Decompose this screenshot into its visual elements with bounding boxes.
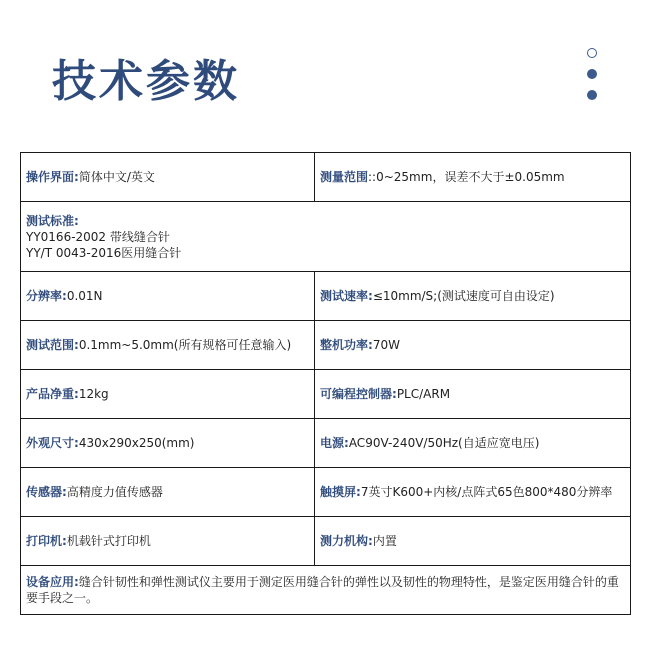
spec-label: 分辨率: (26, 289, 67, 303)
table-row (21, 321, 631, 370)
spec-value: 高精度力值传感器 (66, 485, 163, 499)
spec-value: AC90V-240V/50Hz(自适应宽电压) (348, 436, 540, 450)
spec-value: 内置 (372, 534, 397, 548)
table-row (21, 272, 631, 321)
spec-value: 0.01N (66, 289, 103, 303)
spec-cell (315, 321, 631, 370)
spec-label: 测试范围: (26, 338, 79, 352)
spec-cell (21, 419, 315, 468)
table-row (21, 202, 631, 272)
spec-label: 测力机构: (320, 534, 373, 548)
spec-cell (315, 153, 631, 202)
spec-value: 430x290x250(mm) (78, 436, 195, 450)
spec-cell (21, 272, 315, 321)
spec-label: 传感器: (26, 485, 67, 499)
spec-cell (315, 370, 631, 419)
spec-cell (315, 517, 631, 566)
spec-cell (315, 419, 631, 468)
spec-cell (21, 517, 315, 566)
spec-cell (21, 566, 631, 615)
spec-cell (315, 272, 631, 321)
spec-cell (21, 468, 315, 517)
spec-cell (21, 202, 631, 272)
spec-label: 测试标准: (26, 213, 79, 228)
table-row (21, 566, 631, 615)
spec-value: 机载针式打印机 (66, 534, 151, 548)
spec-cell (315, 468, 631, 517)
spec-label: 测量范围 (320, 170, 369, 184)
decorative-dots (587, 48, 599, 111)
spec-label: 打印机: (26, 534, 67, 548)
page-title: 技术参数 (52, 56, 240, 107)
hollow-dot-icon (587, 48, 597, 58)
spec-value: 70W (372, 338, 400, 352)
spec-label: 测试速率: (320, 289, 373, 303)
spec-label: 电源: (320, 436, 349, 450)
spec-label: 操作界面: (26, 170, 79, 184)
spec-value-line: YY/T 0043-2016医用缝合针 (26, 245, 182, 260)
spec-cell (21, 321, 315, 370)
spec-value-line: YY0166-2002 带线缝合针 (26, 229, 170, 244)
table-row (21, 419, 631, 468)
table-row (21, 468, 631, 517)
table-row (21, 517, 631, 566)
spec-cell (21, 370, 315, 419)
spec-value: PLC/ARM (396, 387, 451, 401)
spec-cell (21, 153, 315, 202)
spec-label: 产品净重: (26, 387, 79, 401)
spec-value: 缝合针韧性和弹性测试仪主要用于测定医用缝合针的弹性以及韧性的物理特性，是鉴定医用缝合针的重要手段之一。 (26, 575, 619, 605)
spec-label: 整机功率: (320, 338, 373, 352)
filled-dot-icon (587, 90, 597, 100)
spec-value: 0.1mm~5.0mm(所有规格可任意输入) (78, 338, 292, 352)
filled-dot-icon (587, 69, 597, 79)
spec-label: 外观尺寸: (26, 436, 79, 450)
spec-value: ::0~25mm，误差不大于±0.05mm (368, 170, 565, 184)
spec-value: ≤10mm/S;(测试速度可自由设定) (372, 289, 555, 303)
spec-value: 12kg (78, 387, 109, 401)
spec-label: 设备应用: (26, 575, 79, 589)
spec-value: 简体中文/英文 (78, 170, 155, 184)
spec-value: 7英寸K600+内核/点阵式65色800*480分辨率 (360, 485, 613, 499)
table-row (21, 153, 631, 202)
spec-label: 可编程控制器: (320, 387, 397, 401)
spec-table (20, 152, 631, 615)
spec-label: 触摸屏: (320, 485, 361, 499)
table-row (21, 370, 631, 419)
